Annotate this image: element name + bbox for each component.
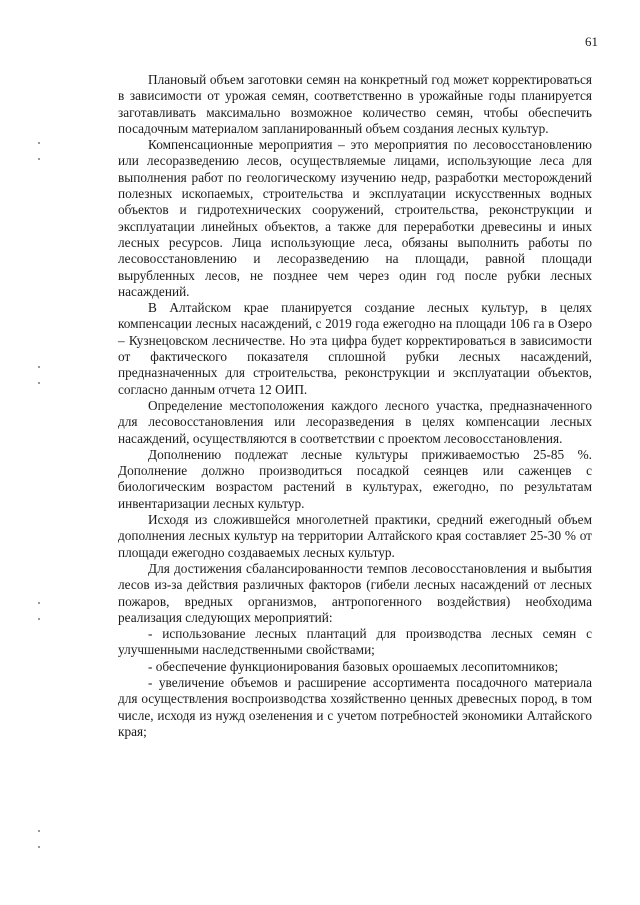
- paragraph: Для достижения сбалансированности темпов лесовосстановления и выбытия лесов из-за действия различных факторов (гибели лесных насаждений от лесных пожаров, вредных организмов, антропогенного воздействия) необходима реализация следующих мероприятий:: [118, 560, 592, 625]
- scan-speck: [38, 830, 40, 832]
- scan-speck: [38, 618, 40, 620]
- scan-speck: [38, 382, 40, 384]
- scan-speck: [38, 366, 40, 368]
- scan-speck: [38, 142, 40, 144]
- list-item: - увеличение объемов и расширение ассортимента посадочного материала для осуществления воспроизводства хозяйственно ценных древесных пород, в том числе, исходя из нужд озеленения и с учетом потребностей экономики Алтайского края;: [118, 674, 592, 739]
- paragraph: Дополнению подлежат лесные культуры приживаемостью 25-85 %. Дополнение должно производиться посадкой сеянцев или саженцев с биологическим возрастом растений в культурах, ежегодно, по результатам инвентаризации лесных культур.: [118, 446, 592, 511]
- list-item: - использование лесных плантаций для производства лесных семян с улучшенными наследственными свойствами;: [118, 626, 592, 658]
- paragraph: Плановый объем заготовки семян на конкретный год может корректироваться в зависимости от урожая семян, соответственно в урожайные годы планируется заготавливать максимально возможное количество семян, чтобы обеспечить посадочным материалом запланированный объем создания лесных культур.: [118, 72, 592, 136]
- paragraph: В Алтайском крае планируется создание лесных культур, в целях компенсации лесных насаждений, с 2019 года ежегодно на площади 106 га в Озеро – Кузнецовском лесничестве. Но эта цифра будет корректироваться в зависимости от фактического показателя сплошной рубки лесных насаждений, предназначенных для строительства, реконструкции и эксплуатации объектов, согласно данным отчета 12 ОИП.: [118, 300, 592, 397]
- paragraph: Исходя из сложившейся многолетней практики, средний ежегодный объем дополнения лесных культур на территории Алтайского края составляет 25-30 % от площади ежегодно создаваемых лесных культур.: [118, 512, 592, 560]
- list-item: - обеспечение функционирования базовых орошаемых лесопитомников;: [148, 658, 559, 674]
- paragraph: Компенсационные мероприятия – это мероприятия по лесовосстановлению или лесоразведению лесов, осуществляемые лицами, использующие леса для выполнения работ по геологическому изучению недр, разработки месторождений полезных ископаемых, строительства и эксплуатации искусственных водных объектов и гидротехнических сооружений, строительства, реконструкции и эксплуатации линейных объектов, а также для переработки древесины и иных лесных ресурсов. Лица использующие леса, обязаны выполнить работы по лесовосстановлению и лесоразведению на площади, равной площади вырубленных лесов, не позднее чем через один год после рубки лесных насаждений.: [118, 137, 592, 299]
- page-number: 61: [585, 34, 598, 49]
- scan-speck: [38, 846, 40, 848]
- scan-speck: [38, 602, 40, 604]
- paragraph: Определение местоположения каждого лесного участка, предназначенного для лесовосстановления или лесоразведения в целях компенсации лесных насаждений, осуществляются в соответствии с проектом лесовосстановления.: [118, 397, 592, 446]
- document-body: [118, 72, 592, 740]
- scan-speck: [38, 158, 40, 160]
